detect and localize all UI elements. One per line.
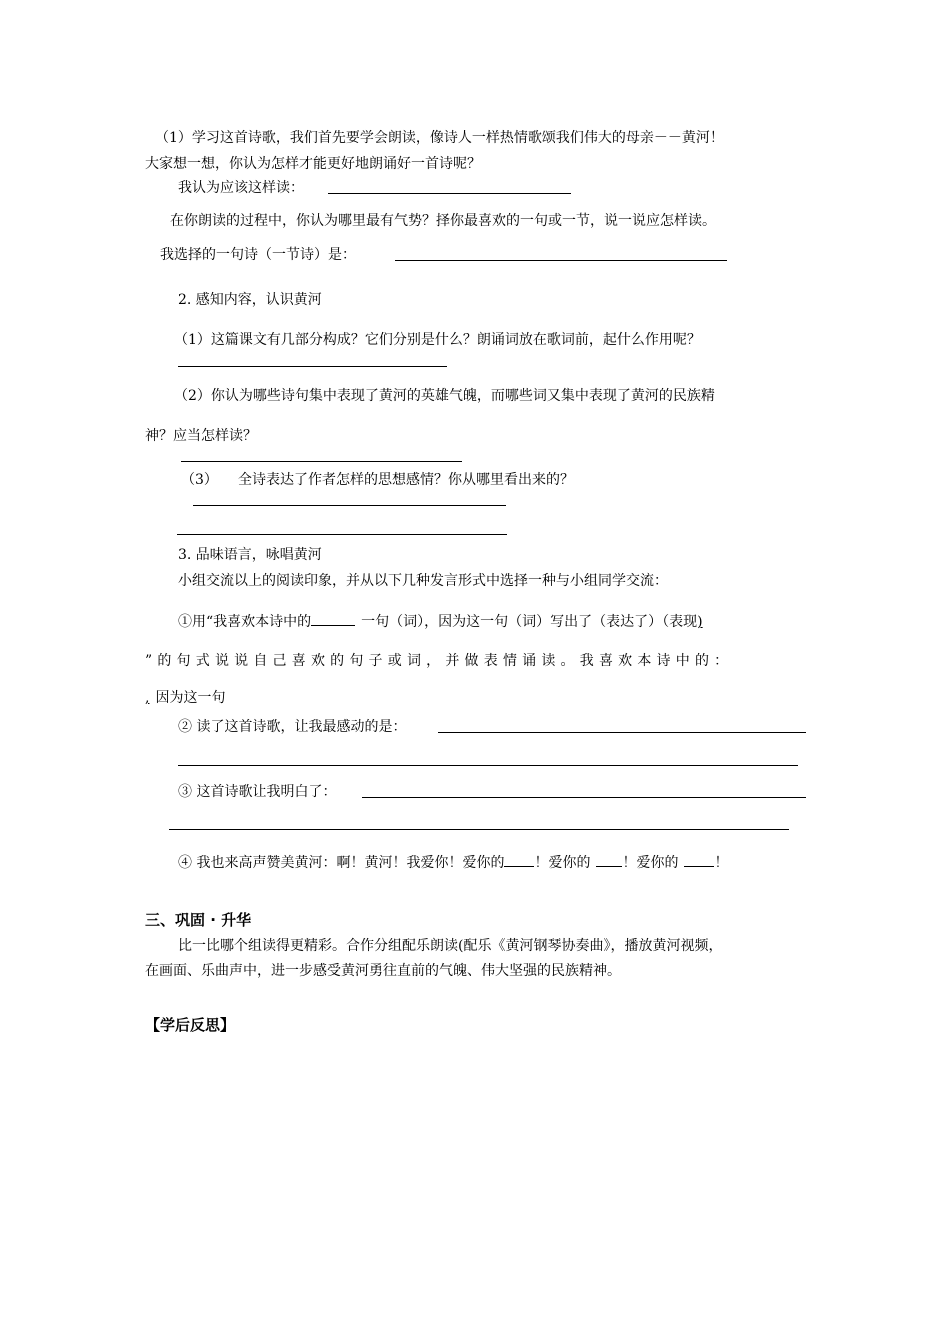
section2-heading: 2. 感知内容，认识黄河 [178, 292, 322, 308]
read-answer-line[interactable] [328, 193, 571, 194]
s2-q1-answer-line[interactable] [178, 366, 447, 367]
opt1-lead: ①用“我喜欢本诗中的 [178, 614, 312, 630]
opt4-mid-1: ！爱你的 [534, 855, 591, 871]
opt2-answer-line-1[interactable] [438, 732, 806, 733]
s3-option1-line2: ”的句式说说自己喜欢的句子或词，并做表情诵读。我喜欢本诗中的： [145, 653, 734, 669]
read-label: 我认为应该这样读： [178, 180, 304, 196]
opt4-blank-1[interactable] [504, 852, 534, 867]
s3-option1-line1 [178, 611, 703, 632]
opt2-answer-line-2[interactable] [178, 765, 798, 766]
q1-line1: （1）学习这首诗歌，我们首先要学会朗读，像诗人一样热情歌颂我们伟大的母亲－－黄河！ [155, 130, 724, 146]
consolidate-line1: 比一比哪个组读得更精彩。合作分组配乐朗读(配乐《黄河钢琴协奏曲》，播放黄河视频， [178, 938, 723, 954]
s2-q2-line1: （2）你认为哪些诗句集中表现了黄河的英雄气魄，而哪些词又集中表现了黄河的民族精 [174, 388, 715, 404]
opt4-end: ！ [714, 855, 729, 871]
opt4-blank-3[interactable] [684, 852, 714, 867]
q1-line2: 大家想一想，你认为怎样才能更好地朗诵好一首诗呢？ [145, 156, 481, 172]
s2-q3-text: 全诗表达了作者怎样的思想感情？你从哪里看出来的？ [238, 472, 574, 488]
consolidate-line2: 在画面、乐曲声中，进一步感受黄河勇往直前的气魄、伟大坚强的民族精神。 [145, 963, 621, 979]
opt1-close: ) [697, 614, 703, 630]
s3-option1-line3 [145, 688, 225, 708]
opt3-answer-line-2[interactable] [169, 829, 789, 830]
s2-q3-answer-line-1[interactable] [193, 505, 506, 506]
s3-option3: ③ 这首诗歌让我明白了： [178, 784, 337, 800]
opt1-blank[interactable] [311, 611, 355, 626]
section-consolidate-heading: 三、巩固 · 升华 [145, 911, 252, 929]
s3-option4 [178, 852, 728, 873]
reflection-heading: 【学后反思】 [145, 1016, 236, 1034]
choose-label: 我选择的一句诗（一节诗）是： [160, 247, 356, 263]
s3-intro: 小组交流以上的阅读印象，并从以下几种发言形式中选择一种与小组同学交流： [178, 573, 668, 589]
opt3-answer-line-1[interactable] [362, 797, 806, 798]
opt4-lead: ④ 我也来高声赞美黄河：啊！黄河！我爱你！爱你的 [178, 855, 505, 871]
s2-q2-answer-line[interactable] [181, 461, 462, 462]
s2-q2-line2: 神？应当怎样读？ [145, 428, 257, 444]
opt4-mid-2: ！爱你的 [622, 855, 679, 871]
q2-prompt: 在你朗读的过程中，你认为哪里最有气势？择你最喜欢的一句或一节，说一说应怎样读。 [170, 213, 716, 229]
s3-option2: ② 读了这首诗歌，让我最感动的是： [178, 719, 407, 735]
opt4-blank-2[interactable] [596, 852, 622, 867]
s2-q3-answer-line-2[interactable] [177, 534, 507, 535]
opt1-mid: 一句（词），因为这一句（词）写出了（表达了）（表现 [361, 614, 698, 630]
s2-q3-number: （3） [181, 472, 218, 488]
s2-q1: （1）这篇课文有几部分构成？它们分别是什么？朗诵词放在歌词前，起什么作用呢？ [174, 332, 701, 348]
choose-answer-line[interactable] [395, 260, 727, 261]
section3-heading: 3. 品味语言，咏唱黄河 [178, 547, 322, 563]
opt1-because: 因为这一句 [155, 690, 226, 706]
opt1-comma: , [145, 690, 150, 706]
